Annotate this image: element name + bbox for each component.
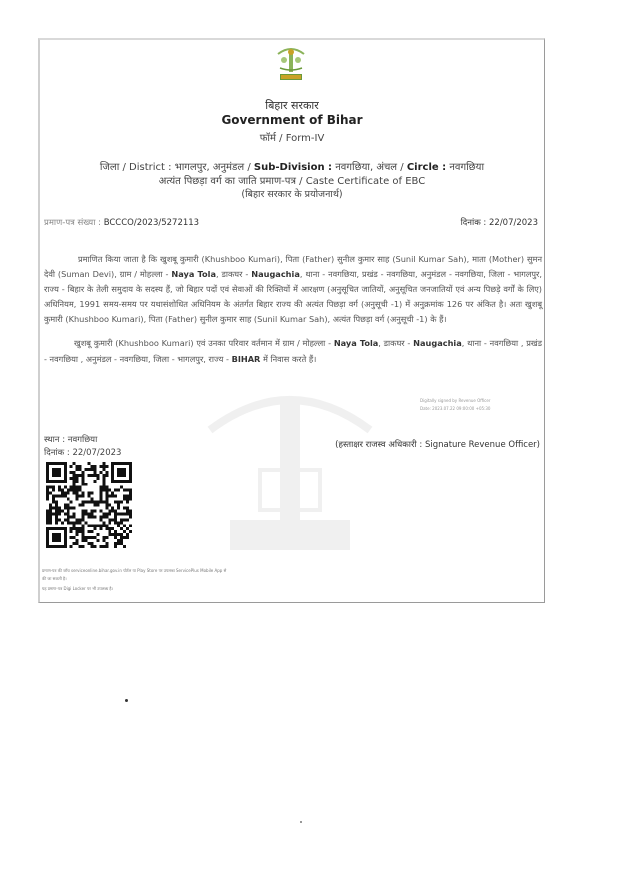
signature-line: (हस्ताक्षर राजस्व अधिकारी : Signature Revenue Officer) [335,440,540,450]
certificate-subtitle: (बिहार सरकार के प्रयोजनार्थ) [241,189,343,200]
certificate-number [44,217,199,228]
subdivision-value: नवगछिया, अंचल / [335,162,404,173]
circle-value: नवगछिया [449,162,485,173]
p2-village: Naya Tola [333,338,379,349]
district-value: भागलपुर, अनुमंडल / [174,162,251,173]
p2-text-c: , थाना - नवगछिया , प्रखंड - नवगछिया , अनुमंडल - नवगछिया, जिला - भागलपुर, राज्य - [44,338,542,364]
place-value: नवगछिया [67,435,98,445]
digital-signature-stamp [420,397,490,413]
location-line [40,159,544,173]
district-label: जिला / District : [99,162,172,173]
p1-postoffice: Naugachia [251,269,300,280]
form-number: फॉर्म / Form-IV [259,133,325,144]
watermark-emblem-icon [190,370,390,570]
place-date-label: दिनांक : [44,448,70,458]
issue-date [461,217,538,228]
p1-village: Naya Tola [171,269,216,280]
subdivision-label: Sub-Division : [253,162,333,173]
qr-code-icon [46,462,132,548]
issue-date-value: 22/07/2023 [489,218,538,228]
certificate-number-value: BCCCO/2023/5272113 [103,218,200,228]
p1-text-a: प्रमाणित किया जाता है कि खुशबू कुमारी (Khushboo Kumari), पिता (Father) सुनील कुमार साह (Sunil Kumar Sah), माता (Mother) सुमन देवी (Suman Devi), ग्राम / मोहल्ला - [44,254,542,280]
p2-postoffice: Naugachia [413,338,462,349]
state-english: Government of Bihar [221,113,363,127]
p2-text-a: खुशबू कुमारी (Khushboo Kumari) एवं उनका परिवार वर्तमान में ग्राम / मोहल्ला - [74,338,332,349]
issue-date-label: दिनांक : [460,218,487,228]
place-date-value: 22/07/2023 [72,448,122,458]
p1-text-c: , थाना - नवगछिया, प्रखंड - नवगछिया, अनुमंडल - नवगछिया, जिला - भागलपुर, राज्य - बिहार के तेली समुदाय के सदस्य हैं, जो बिहार पदों एवं सेवाओं की रिक्तियों में आरक्षण (अनुसूचित जातियों, अनुसूचित जनजातियों एवं अन्य पिछड़े वर्गों के लिए) अधिनियम, 1991 समय-समय पर यथासंशोधित अधिनियम के अंतर्गत बिहार राज्य की अत्यंत पिछड़ा वर्ग (अनुसूची -1) में अनुक्रमांक 126 पर अंकित है। अतः खुशबू कुमारी (Khushboo Kumari), पिता (Father) सुनील कुमार साह (Sunil Kumar Sah), अत्यंत पिछड़ा वर्ग (अनुसूची -1) के हैं। [44,269,543,325]
p1-text-b: , डाकघर - [216,269,249,280]
certificate-number-label: प्रमाण-पत्र संख्या : [44,218,101,228]
place-label: स्थान : [44,435,66,445]
body-paragraph-1 [44,252,542,327]
verification-note-2: की जा सकती है। [42,576,67,581]
place-date [44,447,121,458]
p2-state: BIHAR [231,353,261,364]
scan-speck [125,699,128,702]
p2-text-b: , डाकघर - [378,338,411,349]
scan-speck [300,821,302,823]
circle-label: Circle : [406,162,447,173]
digilocker-note: यह प्रमाण-पत्र Digi Locker पर भी उपलब्ध है। [42,586,114,591]
body-paragraph-2 [44,336,542,366]
bihar-emblem-icon [272,44,310,84]
verification-note-1: प्रमाण-पत्र की जाँच serviceonline.bihar.gov.in पोर्टल या Play Store पर उपलब्ध ServicePlus Mobile App से [42,568,227,573]
place [44,434,97,445]
certificate-page [38,38,545,603]
digital-signature-line-2: Date: 2023.07.22 09:00:00 +05:30 [420,406,491,411]
p2-text-d: में निवास करते हैं। [262,353,317,364]
state-hindi: बिहार सरकार [265,99,319,112]
certificate-body [44,252,542,367]
certificate-title: अत्यंत पिछड़ा वर्ग का जाति प्रमाण-पत्र / Caste Certificate of EBC [158,176,426,187]
digital-signature-line-1: Digitally signed by Revenue Officer [420,398,491,403]
